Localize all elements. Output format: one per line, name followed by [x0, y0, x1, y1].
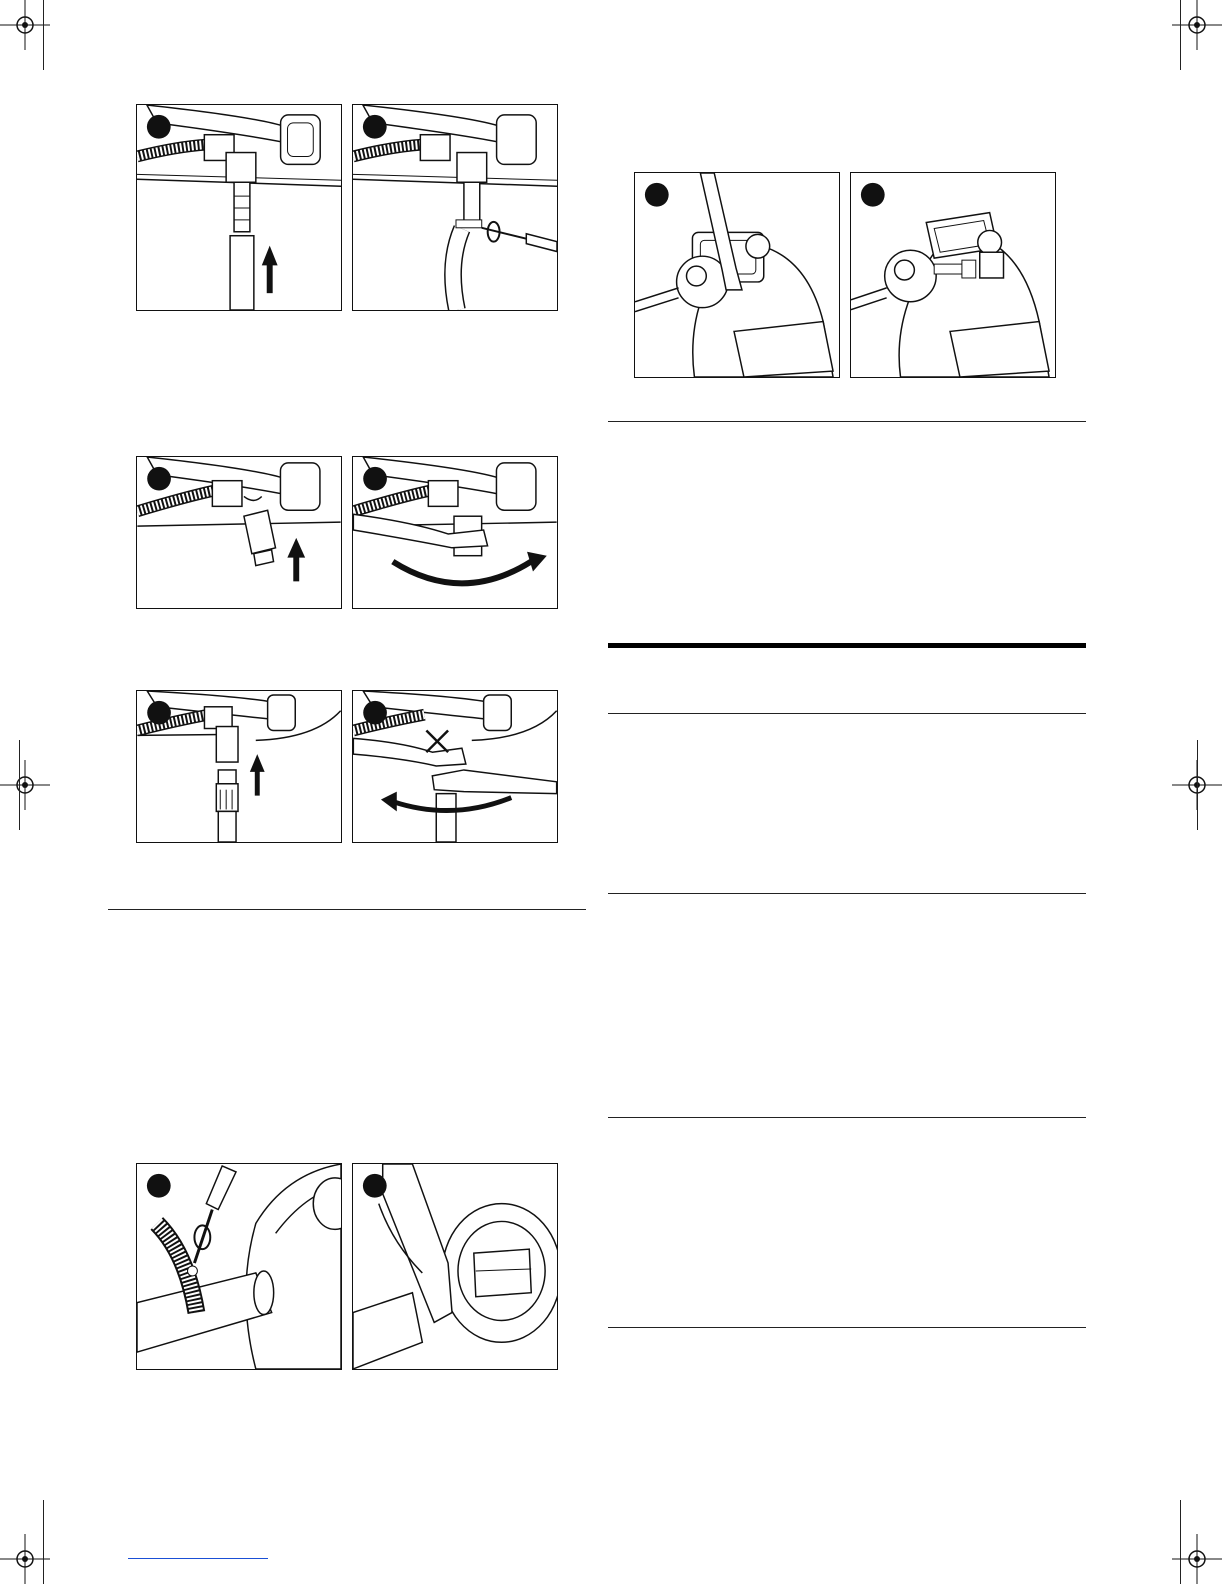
step-marker-9 — [645, 183, 669, 207]
step-marker-6 — [363, 701, 387, 725]
step-marker-4 — [363, 467, 387, 491]
corrugated-hose-icon — [137, 145, 206, 157]
step-marker-7 — [147, 1174, 171, 1198]
step-marker-10 — [861, 183, 885, 207]
figure-adapter-push-on — [136, 456, 342, 609]
chapter-divider-right — [608, 643, 1086, 648]
connector-icon — [216, 770, 238, 842]
step-marker-3 — [147, 467, 171, 491]
figure-cylinder-regulator — [850, 172, 1056, 378]
arrow-up-icon — [262, 246, 278, 294]
step-marker-8 — [363, 1174, 387, 1198]
cross-icon — [426, 730, 448, 752]
trim-line-bottom-right — [1180, 1500, 1181, 1584]
trim-line-top-right — [1180, 0, 1181, 70]
wrench-icon — [353, 738, 556, 793]
step-marker-1 — [147, 115, 171, 139]
figure-wrench-regulator — [352, 1163, 558, 1370]
arrow-up-icon — [287, 538, 305, 581]
adapter-icon — [244, 510, 276, 565]
figure-clamp-regulator-hose — [136, 1163, 342, 1370]
section-divider-right-3 — [608, 893, 1086, 894]
curved-arrow-icon — [393, 552, 547, 584]
registration-mark-mid-left — [0, 760, 50, 810]
footer-underline — [128, 1558, 268, 1559]
trim-line-mid-right — [1197, 740, 1198, 830]
arrow-up-icon — [250, 754, 265, 795]
section-divider-right-4 — [608, 1117, 1086, 1118]
section-divider-right-1 — [608, 421, 1086, 422]
wrench-icon — [379, 1164, 452, 1322]
screwdriver-icon — [482, 228, 557, 252]
hose-clamp-icon — [456, 220, 482, 228]
trim-line-bottom-left — [43, 1500, 44, 1584]
section-divider-left — [108, 909, 586, 910]
section-divider-right-2 — [608, 713, 1086, 714]
figure-tighten-clamp — [352, 104, 558, 311]
figure-connector-push-on — [136, 690, 342, 843]
section-divider-right-5 — [608, 1327, 1086, 1328]
figure-wrench-tighten — [352, 456, 558, 609]
step-marker-2 — [363, 115, 387, 139]
figure-cylinder-wrench — [634, 172, 840, 378]
trim-line-mid-left — [19, 740, 20, 830]
step-marker-5 — [147, 701, 171, 725]
figure-wrench-counter-hold — [352, 690, 558, 843]
trim-line-top-left — [43, 0, 44, 70]
figure-hose-push-on — [136, 104, 342, 311]
